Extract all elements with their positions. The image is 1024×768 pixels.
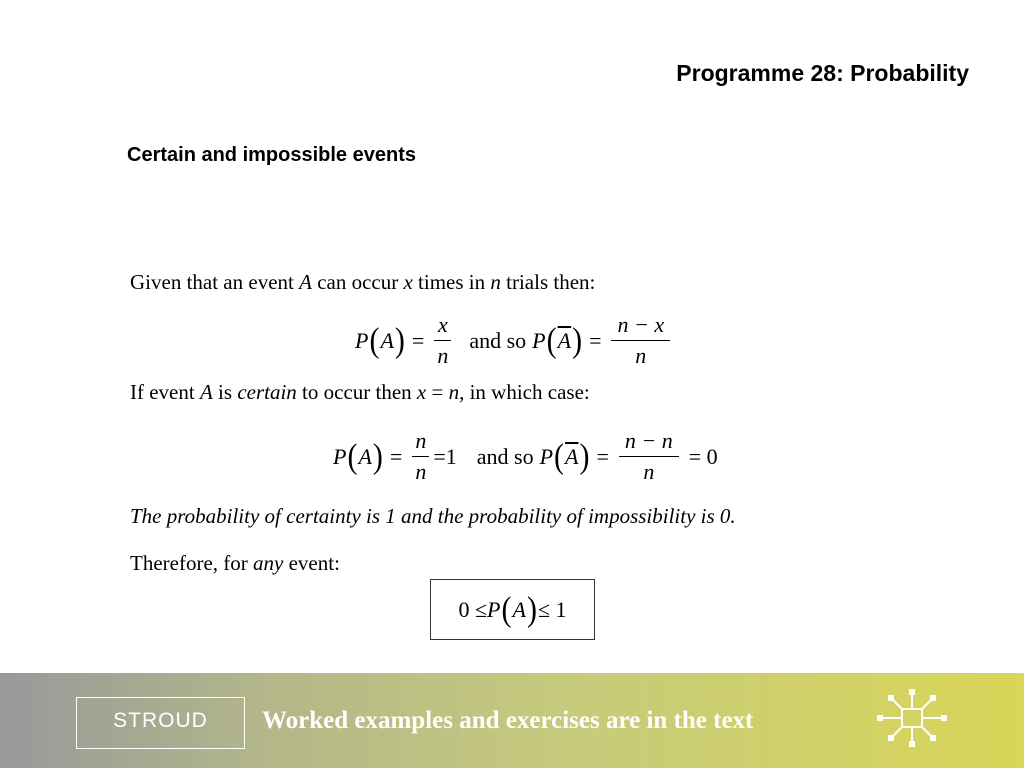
footer-bar bbox=[0, 673, 1024, 768]
fraction-n-minus-n-over-n: $\frac{n - n}{n}$ bbox=[619, 428, 679, 485]
network-cross-icon bbox=[872, 687, 952, 751]
probability-equation-2: P ( A ) = $\frac{n}{n}$ =1 and so P ( $\overline{A}$ ) = $\frac{n - n}{n}$ = 0 bbox=[333, 428, 718, 484]
page-title: Programme 28: Probability bbox=[676, 60, 969, 86]
fraction-n-over-n: $\frac{n}{n}$ bbox=[412, 428, 429, 485]
fraction-x-over-n: $\frac{x}{n}$ bbox=[434, 312, 451, 369]
section-heading: Certain and impossible events bbox=[127, 144, 416, 166]
footer-text: Worked examples and exercises are in the text bbox=[262, 707, 754, 734]
certain-line: If event A is certain to occur then x = n, in which case: bbox=[130, 380, 590, 404]
boxed-inequality: 0 ≤ P ( A ) ≤ 1 bbox=[430, 579, 595, 640]
given-line: Given that an event A can occur x times in n trials then: bbox=[130, 270, 596, 294]
certainty-statement: The probability of certainty is 1 and the probability of impossibility is 0. bbox=[130, 504, 736, 528]
fraction-n-minus-x-over-n: $\frac{n - x}{n}$ bbox=[611, 312, 670, 369]
any-event-line: Therefore, for any event: bbox=[130, 551, 340, 575]
probability-equation-1: P ( A ) = $\frac{x}{n}$ and so P ( $\overline{A}$ ) = $\frac{n - x}{n}$ bbox=[355, 312, 674, 369]
stroud-logo-box: STROUD bbox=[76, 697, 245, 749]
